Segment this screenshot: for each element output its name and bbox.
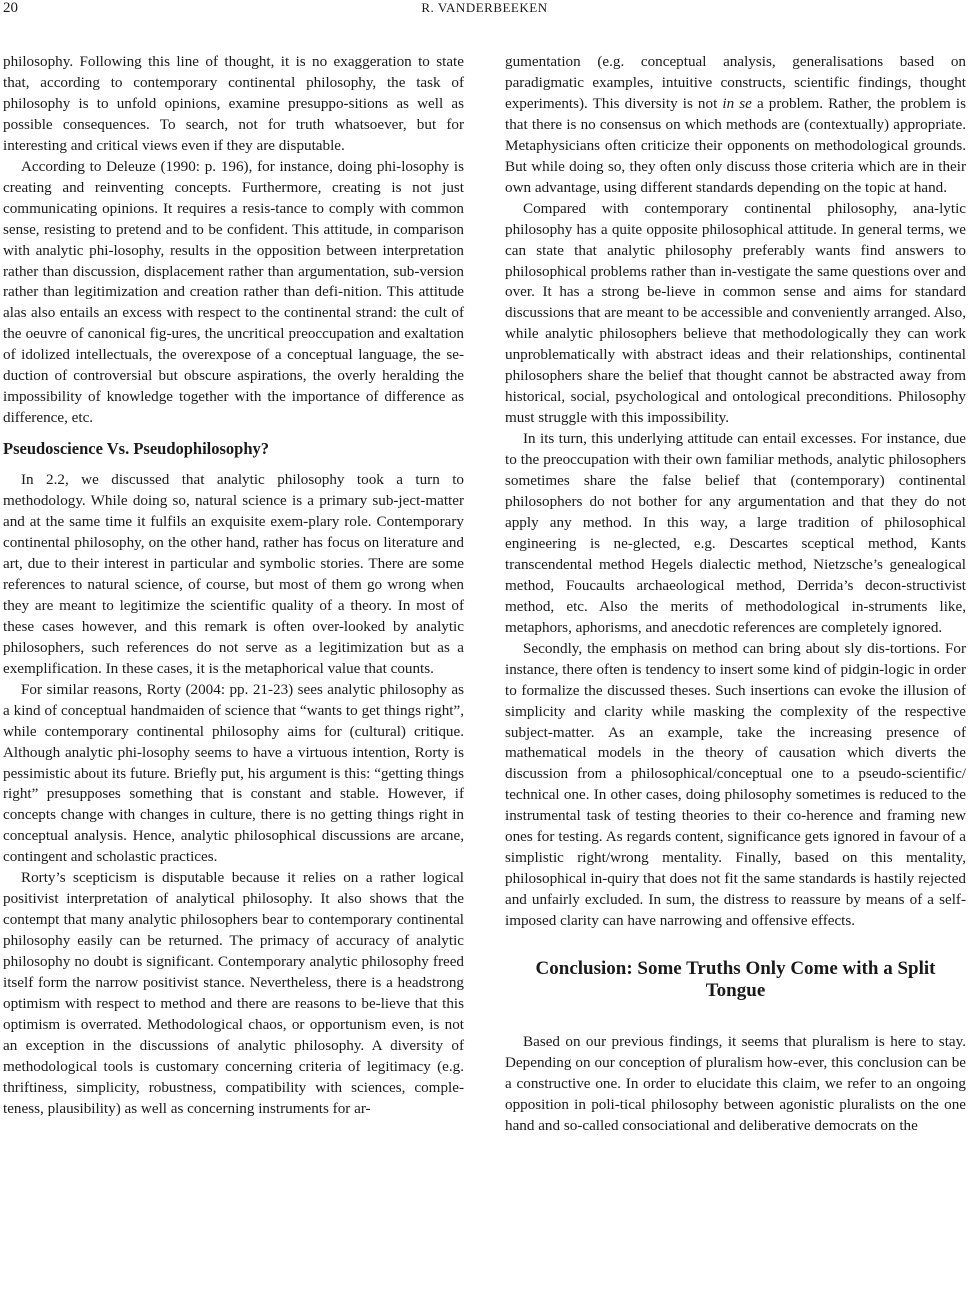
paragraph [505,52,966,199]
left-column [3,52,464,1120]
paragraph: For similar reasons, Rorty (2004: pp. 21-23) sees analytic philosophy as a kind of conceptual handmaiden of science that “wants to get things right”, while contemporary continental philosophy aims for (cultural) critique. Although analytic phi-losophy seems to have a virtuous intention, Rorty is pessimistic about its future. Briefly put, his argument is this: “getting things right” presupposes something that is constant and stable. However, if concepts change with changes in culture, there is no getting things right in conceptual analysis. Hence, analytic philosophical discussions are arcane, contingent and scholastic practices. [3,680,464,866]
emphasis: in se [722,94,752,112]
paragraph: Secondly, the emphasis on method can bring about sly dis-tortions. For instance, there often is tendency to insert some kind of pidgin-logic in order to formalize the discussed theses. Such insertions can evoke the illusion of simplicity and clarity while masking the complexity of the respective subject-matter. As an example, take the increasing presence of mathematical models in the theory of causation which diverts the discussion from a philosophical/conceptual one to a pseudo-scientific/ technical one. In other cases, doing philosophy sometimes is reduced to the instrumental task of testing theories to their co-herence and framing new ones for testing. As regards content, significance gets ignored in favour of a simplistic right/wrong mentality. Finally, based on this mentality, philosophical in-quiry that does not fit the same standards is hastily rejected and unfairly excluded. In sum, the distress to reassure by means of a self-imposed clarity can have narrowing and offensive effects. [505,639,966,930]
paragraph: Based on our previous findings, it seems that pluralism is here to stay. Depending on our conception of pluralism how-ever, this conclusion can be a constructive one. In order to elucidate this claim, we refer to an ongoing opposition in poli-tical philosophy between agonistic pluralists on the one hand and so-called consociational and deliberative democrats on the [505,1033,966,1134]
paragraph-text: a problem. Rather, the problem is that there is no consensus on which methods are (contextually) appropriate. Metaphysicians often criticize their opponents on methodological grounds. But while doing so, they often only discuss those criteria which are in their own advantage, using different standards depending on the topic at hand. [505,94,966,196]
paragraph: philosophy. Following this line of thought, it is no exaggeration to state that, according to contemporary continental philosophy, the task of philosophy is to unfold opinions, examine presuppo-sitions as well as possible consequences. To search, not for truth whatsoever, but for interesting and critical views even if they are disputable. [3,53,464,154]
paragraph-text: gumentation (e.g. conceptual analysis, generalisations based on paradigmatic examples, intuitive constructs, scientific findings, thought experiments). This diversity is not [505,53,966,112]
paragraph: Rorty’s scepticism is disputable because it relies on a rather logical positivist interpretation of analytical philosophy. It also shows that the contempt that many analytic philosophers bear to contemporary continental philosophy easily can be returned. The primacy of accuracy of analytic philosophy no doubt is significant. Contemporary analytic philosophy freed itself form the narrow positivist stance. Nevertheless, there is a headstrong optimism with respect to method and there are reasons to be-lieve that this optimism is overrated. Methodological chaos, or opportunism even, is not an exception in the discussions of analytic philosophy. A diversity of methodological tools is customary concerning criteria of legitimacy (e.g. thriftiness, simplicity, robustness, compatibility with sciences, comple-teness, plausibility) as well as concerning instruments for ar- [3,869,464,1117]
running-head [0,0,969,18]
paragraph: In 2.2, we discussed that analytic philosophy took a turn to methodology. While doing so, natural science is a primary sub-ject-matter and at the same time it fulfils an exquisite exem-plary role. Contemporary continental philosophy, on the other hand, rather has focus on literature and art, due to their interest in particular and symbolic stories. There are some references to natural science, of course, but most of them go wrong when they are meant to legitimize the scientific quality of a theory. In most of these cases however, and this remark is often over-looked by analytic philosophers, such references do not serve as a legitimization but as a exemplification. In these cases, it is the metaphorical value that counts. [3,471,464,677]
paragraph: According to Deleuze (1990: p. 196), for instance, doing phi-losophy is creating and reinventing concepts. Furthermore, creating is not just communicating opinions. It requires a resis-tance to comply with common sense, resisting to pretend and to be confident. This attitude, in comparison with analytic phi-losophy, results in the opposition between interpretation rather than discussion, displacement rather than argumentation, sub-version rather than legitimization and creation rather than defi-nition. This attitude alas also entails an excess with respect to the continental strand: the cult of the oeuvre of canonical fig-ures, the uncritical preoccupation and exaltation of idolized intellectuals, the overexpose of a conceptual language, the se-duction of controversial but obscure aspirations, the overly heralding the impossibility of knowledge together with the importance of difference as difference, etc. [3,157,464,427]
section-heading: Pseudoscience Vs. Pseudophilosophy? [3,439,270,459]
paragraph: In its turn, this underlying attitude can entail excesses. For instance, due to the preoccupation with their own familiar methods, analytic philosophers sometimes share the false belief that (contemporary) continental philosophers do not bother for any argumentation and that they do not apply any method. In this way, a large tradition of philosophical engineering is ne-glected, e.g. Descartes sceptical method, Kants transcendental method Hegels dialectic method, Nietzsche’s genealogical method, Foucaults archaeological method, Derrida’s decon-structivist method, etc. Also the merits of methodological in-struments like, metaphors, aphorisms, and anecdotic references are completely ignored. [505,430,966,636]
running-head-author: R. VANDERBEEKEN [421,0,548,15]
paragraph: Compared with contemporary continental philosophy, ana-lytic philosophy has a quite opposite philosophical attitude. In general terms, we can state that analytic philosophy preferably wants find answers to philosophical problems rather than in-vestigate the same questions over and over. It has a strong be-lieve in common sense and aims for standard discussions that are meant to be accessible and conveniently arranged. Also, while analytic philosophers believe that methodologically they can work unproblematically with abstract ideas and their relationships, continental philosophers share the belief that thought cannot be abstracted away from historical, social, psychological and ontological preconditions. Philosophy must struggle with this impossibility. [505,199,966,427]
page-number: 20 [3,0,18,16]
conclusion-heading: Conclusion: Some Truths Only Come with a Split Tongue [535,958,936,1002]
right-column [505,52,966,1137]
